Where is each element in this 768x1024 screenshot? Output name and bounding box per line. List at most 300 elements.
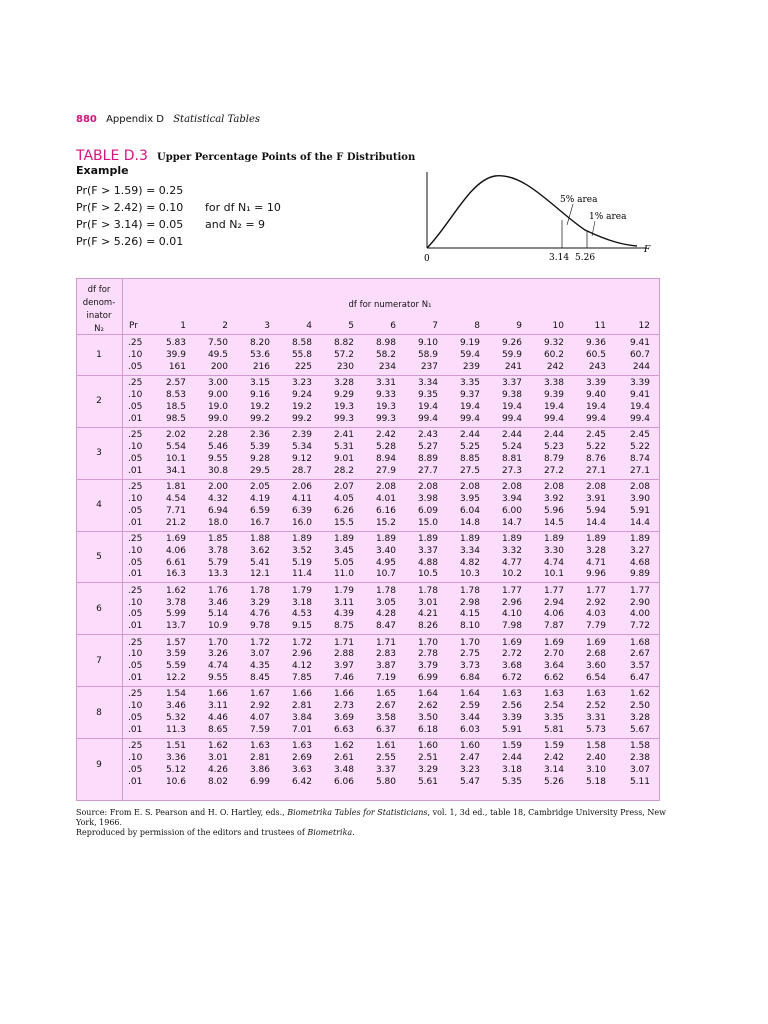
table-cell: 29.5 [249,465,270,476]
pr-value: .01 [128,777,143,787]
table-cell: 16.0 [291,517,312,528]
table-cell: 4.06 [543,609,564,620]
table-cell: 9.32 [543,338,564,348]
table-cell: 7.19 [375,673,396,684]
table-cell: 19.2 [249,401,270,412]
table-cell: 3.07 [629,765,650,776]
table-cell: 1.63 [249,741,270,752]
table-cell: 3.36 [165,753,186,764]
table-cell: 1.66 [207,689,228,700]
table-cell: 9.78 [249,621,270,632]
table-cell: 3.34 [417,378,438,388]
table-cell: 9.89 [629,569,650,580]
table-cell: 4.68 [629,557,650,568]
table-cell: 8.89 [417,453,438,464]
table-cell: 5.96 [543,505,564,516]
numerator-df-column-12: 12 [638,321,650,331]
table-cell: 2.28 [207,429,228,440]
table-cell: 3.38 [543,378,564,388]
table-cell: 7.72 [629,621,650,632]
table-cell: 1.57 [165,637,186,648]
table-cell: 4.46 [207,713,228,724]
numerator-df-column-6: 6 [390,321,396,331]
table-cell: 3.50 [417,713,438,724]
table-cell: 8.26 [417,621,438,632]
table-cell: 1.78 [417,585,438,596]
table-cell: 1.65 [375,689,396,700]
numerator-df-column-2: 2 [222,321,228,331]
table-cell: 1.64 [417,689,438,700]
table-cell: 2.55 [375,753,396,764]
table-cell: 15.2 [375,517,396,528]
table-cell: 2.08 [417,481,438,492]
table-cell: 9.55 [207,673,228,684]
table-cell: 5.80 [375,777,396,787]
block-divider [76,479,660,480]
table-cell: 8.53 [165,389,186,400]
table-cell: 7.85 [291,673,312,684]
table-cell: 2.45 [585,429,606,440]
table-cell: 1.71 [375,637,396,648]
table-cell: 9.96 [585,569,606,580]
table-cell: 3.46 [207,597,228,608]
table-cell: 3.27 [629,545,650,556]
table-cell: 9.19 [459,338,480,348]
table-cell: 5.91 [501,725,522,736]
denominator-df-label: 1 [96,350,102,361]
block-divider [76,427,660,428]
source-prefix: Source: From E. S. Pearson and H. O. Hartley, eds., [76,808,285,817]
appendix-label: Appendix D [106,114,165,125]
pr-value: .10 [128,649,143,660]
table-cell: 2.81 [249,753,270,764]
table-cell: 11.3 [165,725,186,736]
table-cell: 3.44 [459,713,480,724]
table-cell: 2.94 [543,597,564,608]
pr-value: .01 [128,621,143,632]
table-cell: 5.26 [543,777,564,787]
table-cell: 2.44 [459,429,480,440]
table-cell: 2.05 [249,481,270,492]
pr-value: .25 [128,481,143,492]
table-cell: 5.19 [291,557,312,568]
table-cell: 5.23 [543,441,564,452]
table-cell: 1.89 [333,533,354,544]
table-cell: 9.40 [585,389,606,400]
df-denominator-header [76,284,122,336]
table-cell: 2.41 [333,429,354,440]
table-cell: 1.78 [459,585,480,596]
df-denominator-header-line: inator [86,311,112,321]
table-cell: 2.59 [459,701,480,712]
source-note [76,808,676,838]
table-cell: 16.3 [165,569,186,580]
table-cell: 1.58 [629,741,650,752]
table-cell: 2.08 [375,481,396,492]
label-5-leader [567,204,573,225]
table-cell: 1.76 [207,585,228,596]
table-cell: 8.81 [501,453,522,464]
table-cell: 5.94 [585,505,606,516]
table-cell: 3.87 [375,661,396,672]
table-cell: 5.18 [585,777,606,787]
table-cell: 1.81 [165,481,186,492]
table-cell: 5.46 [207,441,228,452]
table-cell: 10.1 [543,569,564,580]
table-cell: 3.78 [165,597,186,608]
table-cell: 7.87 [543,621,564,632]
table-cell: 19.3 [375,401,396,412]
numerator-df-column-4: 4 [306,321,312,331]
example-df-note [205,199,281,233]
table-id: TABLE D.3 [76,148,148,164]
pr-value: .05 [128,453,143,464]
table-cell: 3.79 [417,661,438,672]
table-cell: 1.78 [249,585,270,596]
table-cell: 8.82 [333,338,354,348]
table-cell: 27.7 [417,465,438,476]
table-cell: 5.39 [249,441,270,452]
table-cell: 5.25 [459,441,480,452]
table-cell: 3.28 [629,713,650,724]
table-cell: 3.35 [459,378,480,388]
table-cell: 1.59 [543,741,564,752]
df-denominator-header-line: N₂ [94,324,104,334]
header-divider [76,334,660,335]
table-cell: 3.58 [375,713,396,724]
pr-value: .25 [128,533,143,544]
table-cell: 99.4 [629,413,650,424]
table-cell: 6.61 [165,557,186,568]
table-cell: 234 [378,361,396,372]
table-cell: 57.2 [333,349,354,360]
table-cell: 4.39 [333,609,354,620]
table-cell: 2.98 [459,597,480,608]
table-cell: 1.89 [543,533,564,544]
table-cell: 3.29 [249,597,270,608]
numerator-df-column-7: 7 [432,321,438,331]
table-cell: 1.59 [501,741,522,752]
pr-value: .10 [128,597,143,608]
table-cell: 5.22 [585,441,606,452]
table-cell: 2.50 [629,701,650,712]
table-cell: 9.41 [629,338,650,348]
table-cell: 8.65 [207,725,228,736]
table-cell: 3.14 [543,765,564,776]
table-cell: 16.7 [249,517,270,528]
table-cell: 34.1 [165,465,186,476]
table-cell: 3.57 [629,661,650,672]
table-cell: 2.08 [459,481,480,492]
table-cell: 1.63 [501,689,522,700]
table-cell: 27.3 [501,465,522,476]
table-cell: 6.37 [375,725,396,736]
table-cell: 3.46 [165,701,186,712]
table-cell: 99.4 [585,413,606,424]
table-cell: 1.62 [333,741,354,752]
table-cell: 8.74 [629,453,650,464]
table-cell: 3.64 [543,661,564,672]
table-cell: 2.36 [249,429,270,440]
table-cell: 28.2 [333,465,354,476]
pr-value: .01 [128,465,143,476]
table-cell: 3.28 [333,378,354,388]
table-cell: 8.02 [207,777,228,787]
table-cell: 2.75 [459,649,480,660]
table-cell: 5.41 [249,557,270,568]
pr-value: .05 [128,765,143,776]
table-cell: 3.07 [249,649,270,660]
table-cell: 2.44 [501,753,522,764]
table-cell: 12.1 [249,569,270,580]
table-cell: 9.33 [375,389,396,400]
table-cell: 2.02 [165,429,186,440]
table-cell: 243 [588,361,606,372]
table-cell: 4.74 [207,661,228,672]
table-cell: 3.92 [543,493,564,504]
table-cell: 2.96 [501,597,522,608]
table-cell: 19.2 [291,401,312,412]
table-cell: 2.42 [375,429,396,440]
table-cell: 3.78 [207,545,228,556]
table-cell: 242 [546,361,564,372]
table-cell: 2.57 [165,378,186,388]
table-cell: 1.89 [459,533,480,544]
table-cell: 4.06 [165,545,186,556]
table-cell: 1.89 [417,533,438,544]
pr-column-header: Pr [129,321,138,331]
table-cell: 3.28 [585,545,606,556]
table-cell: 8.58 [291,338,312,348]
table-cell: 1.51 [165,741,186,752]
table-cell: 6.72 [501,673,522,684]
table-cell: 2.70 [543,649,564,660]
table-cell: 4.12 [291,661,312,672]
table-cell: 6.63 [333,725,354,736]
pr-value: .10 [128,545,143,556]
table-cell: 3.39 [585,378,606,388]
denominator-df-label: 5 [96,552,102,562]
table-cell: 1.89 [501,533,522,544]
table-cell: 6.59 [249,505,270,516]
table-cell: 239 [462,361,480,372]
table-cell: 8.47 [375,621,396,632]
table-cell: 3.52 [291,545,312,556]
table-cell: 14.4 [585,517,606,528]
table-cell: 11.0 [333,569,354,580]
source-book-title: Biometrika Tables for Statisticians [287,808,428,817]
table-cell: 244 [632,361,650,372]
example-line: Pr(F > 3.14) = 0.05 [76,218,184,231]
table-cell: 4.74 [543,557,564,568]
table-cell: 3.84 [291,713,312,724]
table-cell: 1.62 [629,689,650,700]
example-line: Pr(F > 2.42) = 0.10 [76,201,184,214]
tick-label-3-14: 3.14 [549,253,570,263]
table-cell: 6.99 [249,777,270,787]
pr-value: .05 [128,713,143,724]
table-cell: 2.54 [543,701,564,712]
table-cell: 2.44 [543,429,564,440]
table-cell: 8.94 [375,453,396,464]
denominator-df-label: 4 [96,500,102,511]
tick-label-0: 0 [424,254,430,264]
pr-value: .01 [128,673,143,684]
table-cell: 9.28 [249,453,270,464]
table-cell: 2.08 [543,481,564,492]
table-cell: 8.79 [543,453,564,464]
denominator-df-label: 7 [96,655,102,666]
table-cell: 1.64 [459,689,480,700]
table-cell: 58.9 [417,349,438,360]
table-cell: 1.77 [585,585,606,596]
table-cell: 2.88 [333,649,354,660]
table-cell: 5.32 [165,713,186,724]
block-divider [76,634,660,635]
table-cell: 4.26 [207,765,228,776]
table-cell: 7.98 [501,621,522,632]
pr-value: .10 [128,441,143,452]
table-cell: 6.54 [585,673,606,684]
table-cell: 9.35 [417,389,438,400]
table-cell: 4.54 [165,493,186,504]
table-cell: 3.37 [501,378,522,388]
table-cell: 27.2 [543,465,564,476]
table-cell: 3.18 [291,597,312,608]
pr-value: .05 [128,609,143,620]
table-cell: 1.89 [291,533,312,544]
table-cell: 225 [294,361,312,372]
pr-value: .25 [128,338,143,348]
numerator-df-column-5: 5 [348,321,354,331]
table-cell: 3.37 [375,765,396,776]
table-cell: 21.2 [165,517,186,528]
table-cell: 8.45 [249,673,270,684]
table-heading [76,145,415,164]
table-cell: 8.75 [333,621,354,632]
example-df-line-1: for df N₁ = 10 [205,201,281,214]
table-cell: 9.00 [207,389,228,400]
table-cell: 3.18 [501,765,522,776]
table-cell: 1.63 [585,689,606,700]
table-cell: 1.69 [501,637,522,648]
table-cell: 3.11 [333,597,354,608]
numerator-df-column-11: 11 [594,321,606,331]
table-cell: 10.1 [165,453,186,464]
page-number: 880 [76,114,97,125]
table-cell: 3.86 [249,765,270,776]
table-cell: 99.4 [459,413,480,424]
table-cell: 99.3 [333,413,354,424]
table-cell: 5.31 [333,441,354,452]
table-cell: 1.58 [585,741,606,752]
table-cell: 3.29 [417,765,438,776]
table-cell: 2.42 [543,753,564,764]
table-cell: 10.9 [207,621,228,632]
table-cell: 2.06 [291,481,312,492]
table-cell: 3.31 [375,378,396,388]
table-cell: 1.85 [207,533,228,544]
table-cell: 1.68 [629,637,650,648]
table-cell: 1.70 [207,637,228,648]
table-cell: 1.62 [207,741,228,752]
table-cell: 5.34 [291,441,312,452]
table-cell: 5.83 [165,338,186,348]
block-divider [76,686,660,687]
table-cell: 5.54 [165,441,186,452]
table-cell: 1.69 [165,533,186,544]
table-cell: 7.46 [333,673,354,684]
table-cell: 1.77 [629,585,650,596]
table-cell: 99.2 [249,413,270,424]
table-cell: 3.91 [585,493,606,504]
denominator-df-label: 2 [96,396,102,407]
pr-value: .01 [128,413,143,424]
f-distribution-figure [415,170,665,270]
table-cell: 4.11 [291,493,312,504]
table-cell: 99.4 [501,413,522,424]
table-cell: 237 [420,361,438,372]
table-cell: 1.79 [333,585,354,596]
table-cell: 2.08 [585,481,606,492]
table-cell: 2.73 [333,701,354,712]
table-cell: 5.61 [417,777,438,787]
denominator-df-label: 9 [96,759,102,770]
table-cell: 99.0 [207,413,228,424]
table-cell: 10.7 [375,569,396,580]
pr-value: .05 [128,361,143,372]
table-cell: 19.3 [333,401,354,412]
table-cell: 3.01 [417,597,438,608]
table-cell: 8.85 [459,453,480,464]
table-cell: 1.78 [375,585,396,596]
table-cell: 5.22 [629,441,650,452]
source-journal: Biometrika [307,828,353,837]
table-cell: 4.88 [417,557,438,568]
table-cell: 1.70 [459,637,480,648]
table-cell: 3.39 [629,378,650,388]
example-line: Pr(F > 5.26) = 0.01 [76,235,184,248]
table-cell: 14.4 [629,517,650,528]
table-cell: 2.56 [501,701,522,712]
table-cell: 2.61 [333,753,354,764]
table-cell: 2.67 [375,701,396,712]
example-line: Pr(F > 1.59) = 0.25 [76,184,184,197]
source-middle: , vol. 1, 3d ed., table 18, Cambridge University Press, New York, 1966. [76,808,666,827]
table-cell: 5.99 [165,609,186,620]
table-cell: 9.12 [291,453,312,464]
table-cell: 99.4 [417,413,438,424]
table-cell: 4.35 [249,661,270,672]
table-cell: 9.26 [501,338,522,348]
table-cell: 1.69 [543,637,564,648]
table-cell: 14.5 [543,517,564,528]
pr-value: .05 [128,557,143,568]
table-cell: 230 [336,361,354,372]
table-cell: 5.67 [629,725,650,736]
column-divider [122,278,123,801]
table-cell: 5.24 [501,441,522,452]
table-cell: 3.63 [291,765,312,776]
table-cell: 1.77 [501,585,522,596]
table-cell: 1.77 [543,585,564,596]
table-cell: 4.19 [249,493,270,504]
table-cell: 3.23 [459,765,480,776]
pr-value: .25 [128,585,143,596]
numerator-df-column-10: 10 [552,321,564,331]
table-cell: 3.11 [207,701,228,712]
pr-value: .25 [128,429,143,440]
